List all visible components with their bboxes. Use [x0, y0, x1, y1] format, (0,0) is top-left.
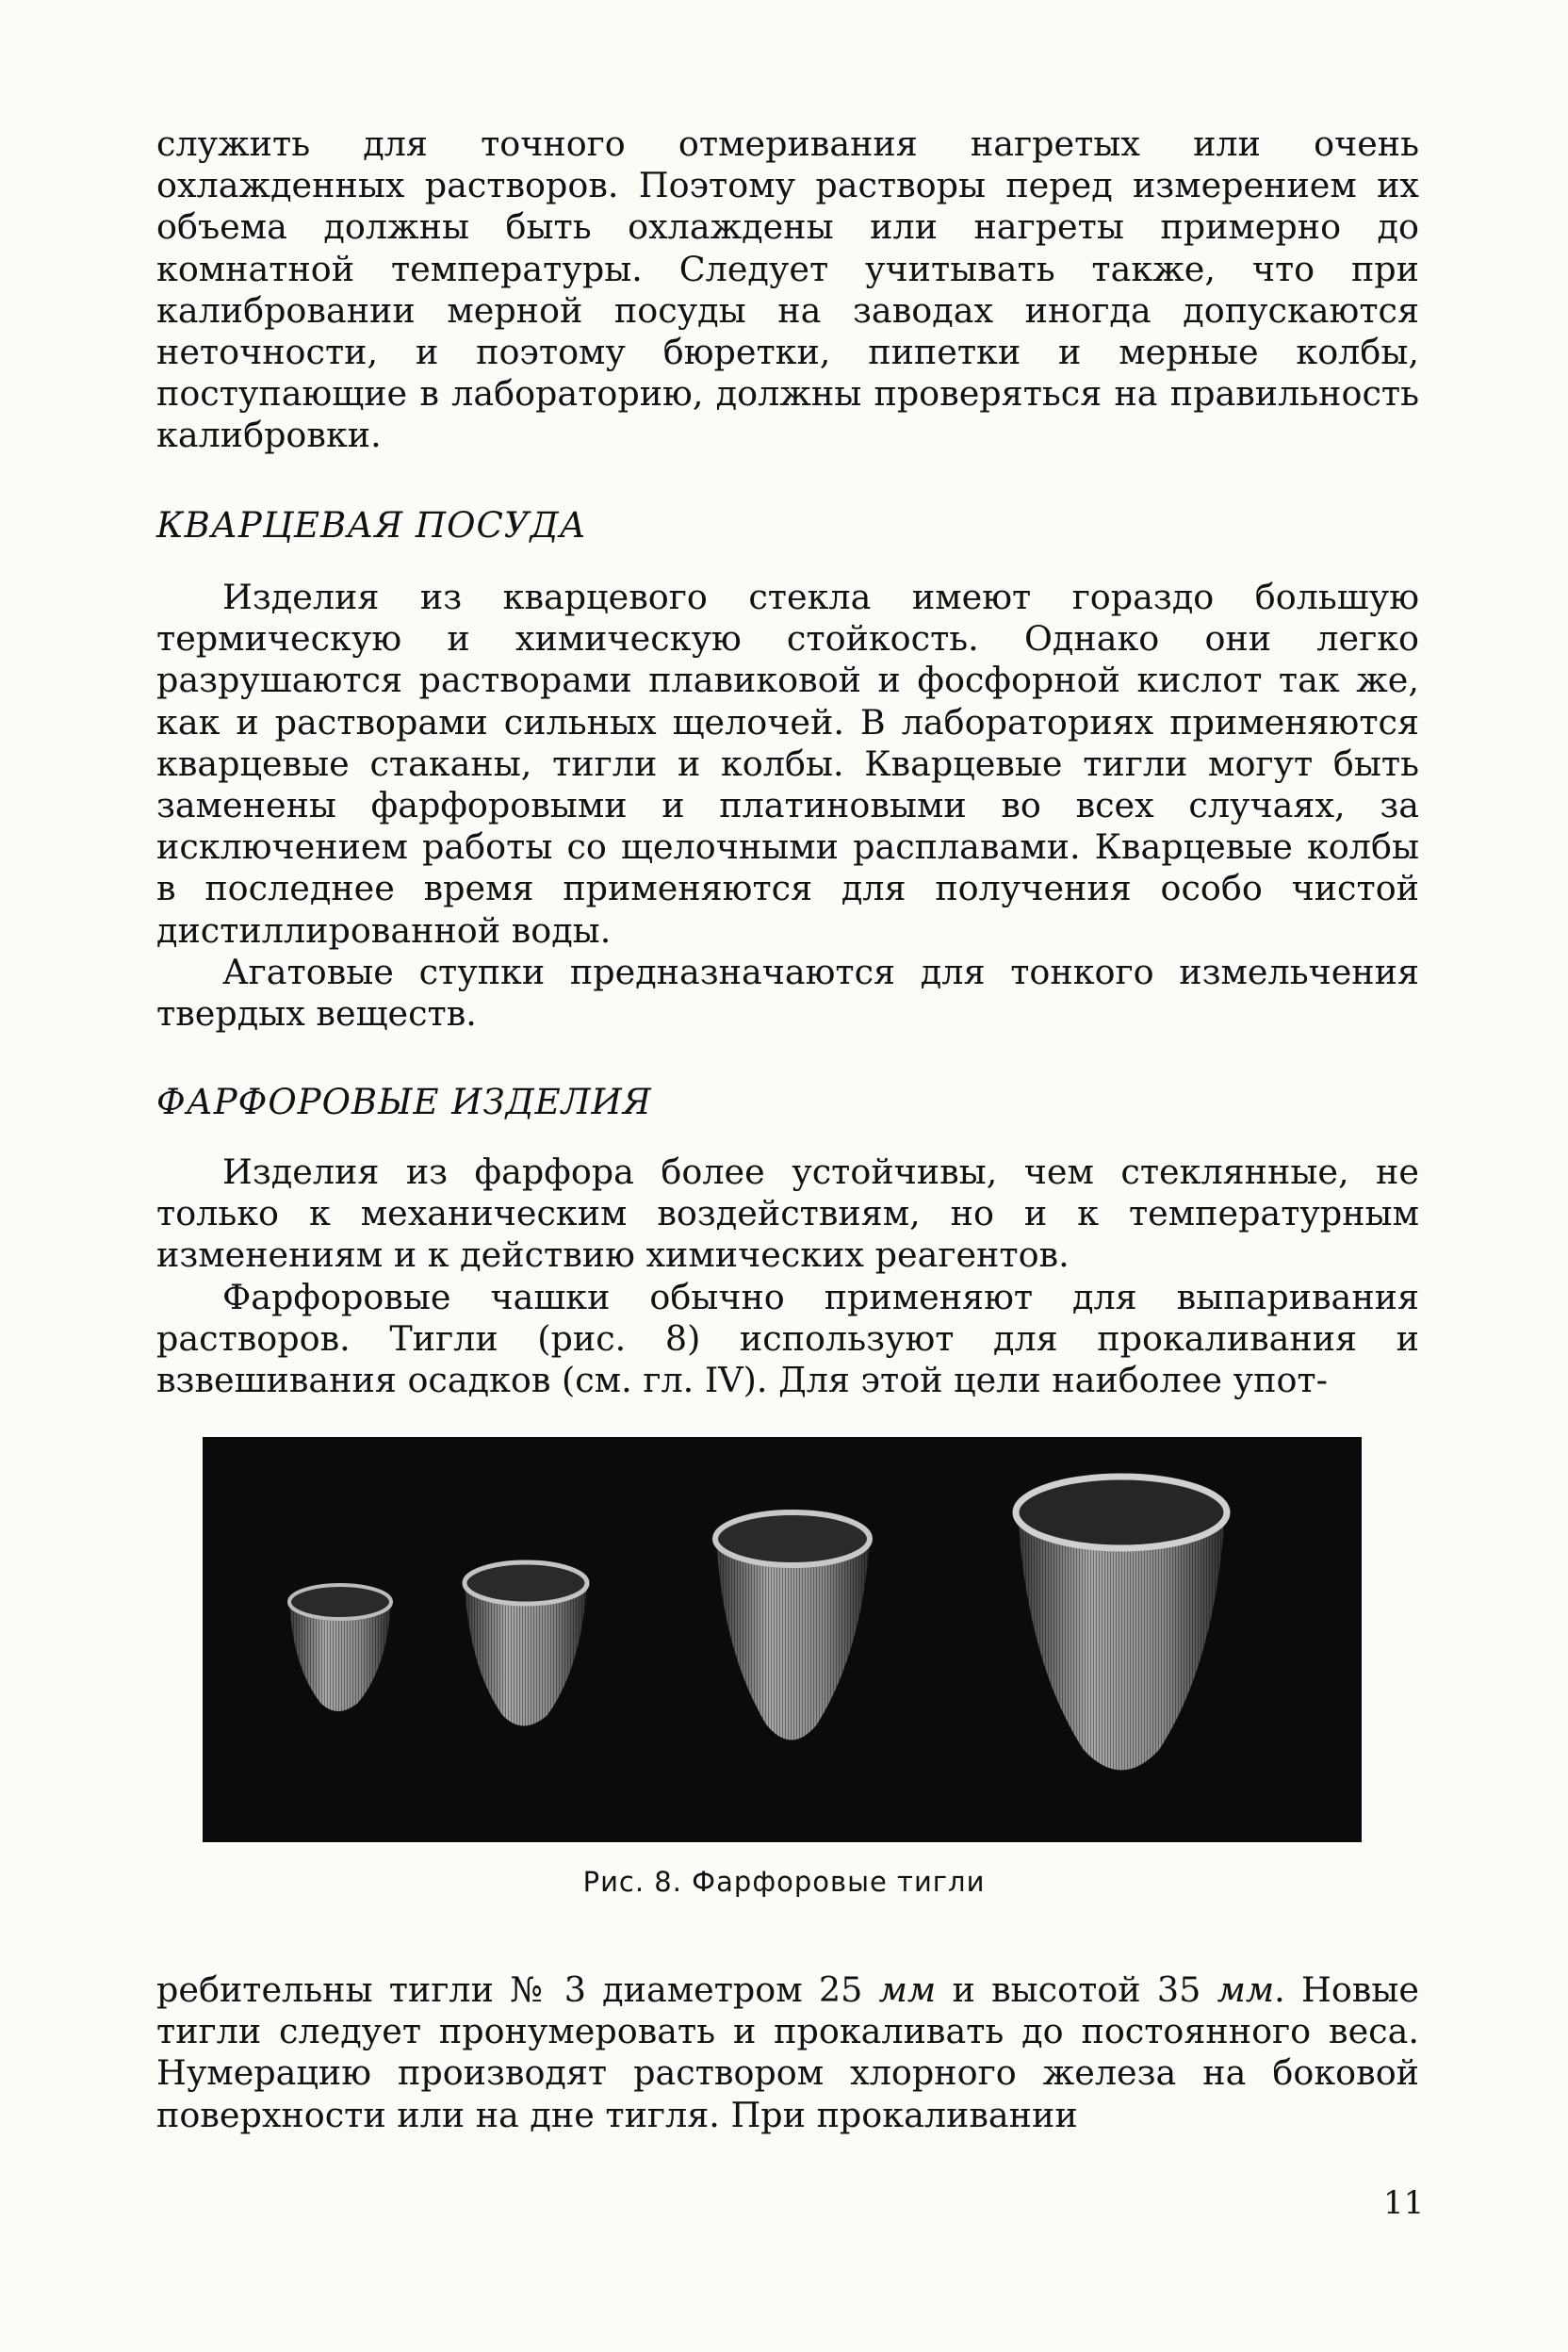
- paragraph-quartz-ware: Изделия из кварцевого стекла имеют гораздо большую термическую и химическую стойкость. Однако они легко разрушаются растворами плавиковой и фосфорной кислот так же, как и растворами сильных щелочей. В лабораториях применяются кварцевые стаканы, тигли и колбы. Кварцевые тигли могут быть заменены фарфоровыми и платиновыми во всех случаях, за исключением работы со щелочными расплавами. Кварцевые колбы в последнее время применяются для получения особо чистой дистиллированной воды.: [156, 577, 1419, 951]
- heading-porcelain-ware: ФАРФОРОВЫЕ ИЗДЕЛИЯ: [156, 1082, 652, 1122]
- crucible-2: [465, 1562, 587, 1726]
- page-number: 11: [1383, 2184, 1425, 2222]
- crucible-3: [715, 1512, 870, 1740]
- crucibles-photo: [203, 1437, 1362, 1842]
- heading-quartz-ware: КВАРЦЕВАЯ ПОСУДА: [156, 505, 587, 546]
- paragraph-crucible-numbering: [156, 1969, 1419, 2136]
- unit-mm: мм: [878, 1969, 937, 2010]
- text-span: и высотой 35: [936, 1969, 1217, 2010]
- crucible-4: [1016, 1477, 1227, 1771]
- paragraph-porcelain-properties: Изделия из фарфора более устойчивы, чем стеклянные, не только к механическим воздействиям, но и к температурным изменениям и к действию химических реагентов.: [156, 1152, 1419, 1276]
- crucible-1: [289, 1585, 391, 1711]
- figure-caption: Рис. 8. Фарфоровые тигли: [582, 1866, 986, 1898]
- paragraph-volumetric-end: служить для точного отмеривания нагретых или очень охлажденных растворов. Поэтому растворы перед измерением их объема должны быть охлаждены или нагреты примерно до комнатной температуры. Следует учитывать также, что при калибровании мерной посуды на заводах иногда допускаются неточности, и поэтому бюретки, пипетки и мерные колбы, поступающие в лабораторию, должны проверяться на правильность калибровки.: [156, 123, 1419, 456]
- unit-mm: мм: [1217, 1969, 1275, 2010]
- figure-porcelain-crucibles: [203, 1437, 1362, 1842]
- paragraph-porcelain-dishes: Фарфоровые чашки обычно применяют для выпаривания растворов. Тигли (рис. 8) используют для прокаливания и взвешивания осадков (см. гл. IV). Для этой цели наиболее упот-: [156, 1277, 1419, 1401]
- paragraph-agate-mortars: Агатовые ступки предназначаются для тонкого измельчения твердых веществ.: [156, 952, 1419, 1035]
- text-span: . Новые тигли следует пронумеровать и прокаливать до постоянного веса. Нумерацию производят раствором хлорного железа на боковой поверхности или на дне тигля. При прокаливании: [156, 1969, 1419, 2135]
- text-span: ребительны тигли № 3 диаметром 25: [156, 1969, 879, 2010]
